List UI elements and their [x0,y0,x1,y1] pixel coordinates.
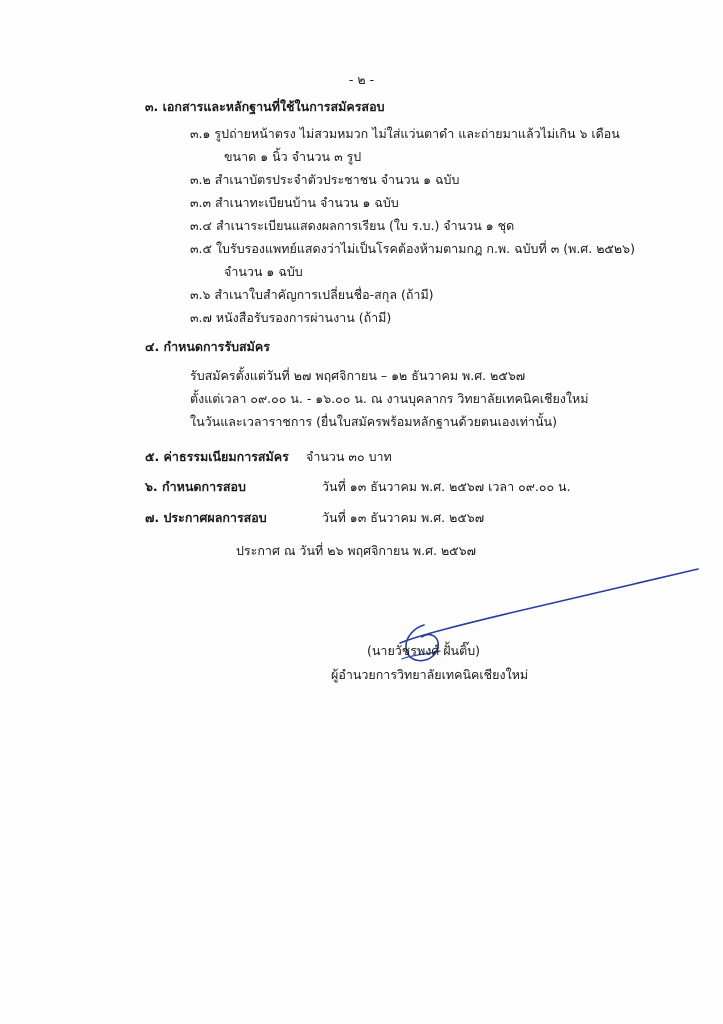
signatory-name: (นายวัชรพงศ์ ฝั้นติ๊บ) [367,643,481,658]
section-4-line-3: ในวันและเวลาราชการ (ยื่นใบสมัครพร้อมหลักฐานด้วยตนเองเท่านั้น) [190,414,557,429]
section-7-heading: ๗. ประกาศผลการสอบ [145,510,267,525]
announcement-date: ประกาศ ณ วันที่ ๒๖ พฤศจิกายน พ.ศ. ๒๕๖๗ [236,543,476,558]
section-4-line-2: ตั้งแต่เวลา ๐๙.๐๐ น. - ๑๖.๐๐ น. ณ งานบุคลากร วิทยาลัยเทคนิคเชียงใหม่ [190,391,589,406]
section-3-item-4: ๓.๔ สำเนาระเบียนแสดงผลการเรียน (ใบ ร.บ.) จำนวน ๑ ชุด [190,218,515,233]
section-6-value: วันที่ ๑๓ ธันวาคม พ.ศ. ๒๕๖๗ เวลา ๐๙.๐๐ น. [322,479,571,494]
signatory-position: ผู้อำนวยการวิทยาลัยเทคนิคเชียงใหม่ [331,667,529,682]
section-6-heading: ๖. กำหนดการสอบ [145,479,246,494]
section-3-item-2: ๓.๒ สำเนาบัตรประจำตัวประชาชน จำนวน ๑ ฉบับ [190,172,460,187]
section-3-item-5: ๓.๕ ใบรับรองแพทย์แสดงว่าไม่เป็นโรคต้องห้ามตามกฎ ก.พ. ฉบับที่ ๓ (พ.ศ. ๒๕๒๖) [190,241,635,256]
section-3-item-1-cont: ขนาด ๑ นิ้ว จำนวน ๓ รูป [224,149,362,164]
section-4-line-1: รับสมัครตั้งแต่วันที่ ๒๗ พฤศจิกายน – ๑๒ ธันวาคม พ.ศ. ๒๕๖๗ [190,368,526,383]
section-4-heading: ๔. กำหนดการรับสมัคร [145,339,270,354]
section-3-item-3: ๓.๓ สำเนาทะเบียนบ้าน จำนวน ๑ ฉบับ [190,195,399,210]
section-3-item-1: ๓.๑ รูปถ่ายหน้าตรง ไม่สวมหมวก ไม่ใส่แว่นตาดำ และถ่ายมาแล้วไม่เกิน ๖ เดือน [190,126,620,141]
section-3-item-6: ๓.๖ สำเนาใบสำคัญการเปลี่ยนชื่อ-สกุล (ถ้ามี) [190,287,434,302]
section-5-heading: ๕. ค่าธรรมเนียมการสมัคร [145,449,289,464]
section-3-item-5-cont: จำนวน ๑ ฉบับ [224,264,303,279]
section-5-value: จำนวน ๓๐ บาท [306,449,392,464]
section-3-heading: ๓. เอกสารและหลักฐานที่ใช้ในการสมัครสอบ [145,99,385,114]
section-7-value: วันที่ ๑๓ ธันวาคม พ.ศ. ๒๕๖๗ [322,510,485,525]
page-number: - ๒ - [348,72,375,87]
section-3-item-7: ๓.๗ หนังสือรับรองการผ่านงาน (ถ้ามี) [190,310,392,325]
